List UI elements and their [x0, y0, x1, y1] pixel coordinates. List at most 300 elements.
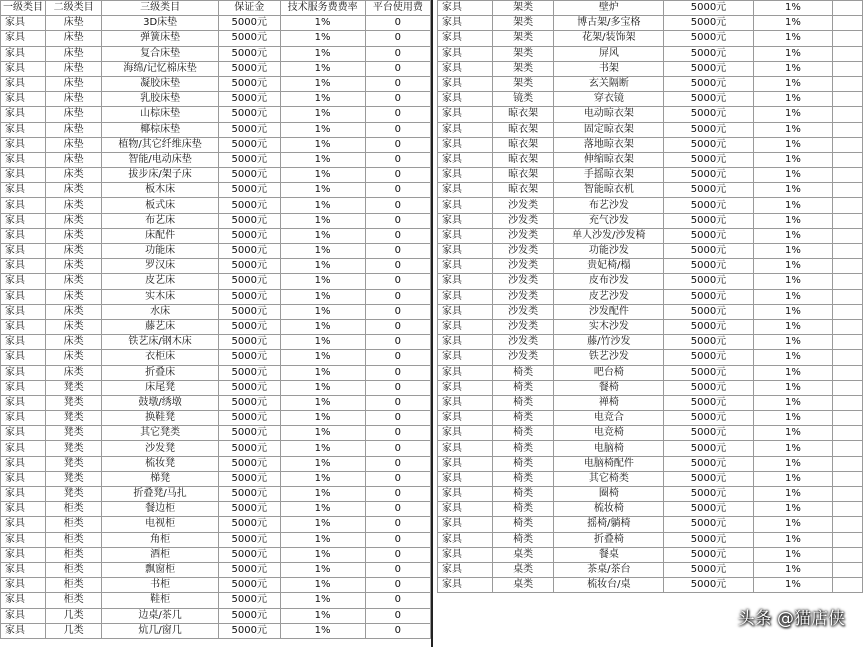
table-cell: 柜类 [46, 502, 102, 517]
table-cell: 1% [280, 502, 365, 517]
table-cell [833, 31, 863, 46]
table-cell [833, 426, 863, 441]
table-cell: 衣柜床 [102, 350, 219, 365]
table-cell: 1% [280, 76, 365, 91]
table-cell [833, 517, 863, 532]
table-cell: 实木床 [102, 289, 219, 304]
table-cell: 5000元 [219, 198, 280, 213]
table-cell: 1% [280, 319, 365, 334]
table-cell: 家具 [438, 213, 493, 228]
table-cell: 桌类 [492, 547, 554, 562]
table-cell: 5000元 [664, 228, 754, 243]
table-row [1, 304, 431, 319]
table-cell: 家具 [1, 213, 46, 228]
table-cell [833, 365, 863, 380]
table-cell: 功能沙发 [554, 244, 664, 259]
table-cell [833, 578, 863, 593]
table-cell [833, 441, 863, 456]
table-row [438, 244, 863, 259]
table-cell: 5000元 [664, 319, 754, 334]
table-cell: 床类 [46, 335, 102, 350]
table-cell: 柜类 [46, 578, 102, 593]
table-cell: 鞋柜 [102, 593, 219, 608]
table-cell: 1% [753, 61, 832, 76]
table-cell: 柜类 [46, 562, 102, 577]
table-row [1, 562, 431, 577]
table-cell: 家具 [438, 502, 493, 517]
table-cell: 1% [280, 365, 365, 380]
table-cell: 家具 [1, 183, 46, 198]
table-cell: 5000元 [219, 289, 280, 304]
header-level1: 一级类目 [1, 1, 46, 16]
table-cell: 床垫 [46, 137, 102, 152]
table-cell: 1% [753, 31, 832, 46]
table-cell: 玄关隔断 [554, 76, 664, 91]
table-cell: 1% [280, 411, 365, 426]
table-row [438, 578, 863, 593]
table-cell: 床类 [46, 213, 102, 228]
table-row [438, 61, 863, 76]
table-cell: 家具 [1, 16, 46, 31]
table-cell: 5000元 [664, 168, 754, 183]
table-row [438, 168, 863, 183]
table-cell: 床垫 [46, 107, 102, 122]
table-cell: 0 [365, 16, 430, 31]
table-cell: 5000元 [664, 31, 754, 46]
table-cell: 穿衣镜 [554, 92, 664, 107]
table-cell: 家具 [438, 380, 493, 395]
table-cell: 1% [280, 107, 365, 122]
table-cell: 花架/装饰架 [554, 31, 664, 46]
table-cell: 边桌/茶几 [102, 608, 219, 623]
table-cell [833, 274, 863, 289]
table-row [1, 183, 431, 198]
table-cell: 家具 [438, 411, 493, 426]
table-cell: 书架 [554, 61, 664, 76]
table-cell: 1% [753, 259, 832, 274]
table-cell: 1% [280, 547, 365, 562]
table-cell: 家具 [438, 426, 493, 441]
table-cell: 5000元 [664, 395, 754, 410]
table-cell: 梳妆椅 [554, 502, 664, 517]
table-row [438, 198, 863, 213]
table-cell: 1% [753, 137, 832, 152]
table-cell: 几类 [46, 623, 102, 638]
table-cell: 0 [365, 578, 430, 593]
table-row [438, 547, 863, 562]
table-cell: 沙发类 [492, 198, 554, 213]
table-cell: 架类 [492, 61, 554, 76]
table-cell: 家具 [1, 365, 46, 380]
table-cell: 1% [753, 532, 832, 547]
table-cell: 固定晾衣架 [554, 122, 664, 137]
table-cell: 5000元 [664, 61, 754, 76]
table-cell: 0 [365, 623, 430, 638]
table-cell: 折叠床 [102, 365, 219, 380]
table-cell: 桌类 [492, 562, 554, 577]
table-cell: 5000元 [219, 411, 280, 426]
table-cell: 1% [280, 532, 365, 547]
table-cell: 1% [753, 198, 832, 213]
right-spreadsheet [437, 0, 863, 647]
table-cell: 5000元 [664, 137, 754, 152]
table-cell: 1% [280, 578, 365, 593]
table-row [438, 532, 863, 547]
table-row [1, 532, 431, 547]
table-cell: 椅类 [492, 456, 554, 471]
table-cell [833, 92, 863, 107]
table-cell: 布艺沙发 [554, 198, 664, 213]
table-cell: 家具 [438, 274, 493, 289]
table-cell: 1% [280, 471, 365, 486]
table-cell: 柜类 [46, 593, 102, 608]
table-cell [833, 183, 863, 198]
table-cell: 5000元 [664, 578, 754, 593]
table-cell: 镜类 [492, 92, 554, 107]
table-cell: 铁艺床/钢木床 [102, 335, 219, 350]
table-cell: 5000元 [664, 213, 754, 228]
table-cell: 沙发类 [492, 289, 554, 304]
table-cell: 家具 [438, 547, 493, 562]
table-cell: 电竞椅 [554, 426, 664, 441]
table-cell: 床类 [46, 244, 102, 259]
table-cell: 5000元 [219, 395, 280, 410]
table-row [1, 137, 431, 152]
table-cell: 换鞋凳 [102, 411, 219, 426]
table-cell: 柜类 [46, 517, 102, 532]
table-cell: 1% [753, 92, 832, 107]
table-cell: 床配件 [102, 228, 219, 243]
table-cell: 桌类 [492, 578, 554, 593]
table-cell [833, 547, 863, 562]
table-cell [833, 76, 863, 91]
table-row [1, 92, 431, 107]
table-cell: 1% [280, 304, 365, 319]
table-cell: 家具 [1, 562, 46, 577]
table-cell: 摇椅/躺椅 [554, 517, 664, 532]
table-cell: 5000元 [219, 623, 280, 638]
table-cell: 沙发类 [492, 244, 554, 259]
table-cell: 家具 [1, 92, 46, 107]
table-cell: 5000元 [664, 532, 754, 547]
table-cell: 餐桌 [554, 547, 664, 562]
header-platform-fee: 平台使用费 [365, 1, 430, 16]
table-cell [833, 244, 863, 259]
table-cell: 家具 [438, 441, 493, 456]
table-row [438, 441, 863, 456]
table-cell: 板式床 [102, 198, 219, 213]
table-cell: 5000元 [664, 289, 754, 304]
table-cell: 0 [365, 487, 430, 502]
table-cell: 凳类 [46, 441, 102, 456]
table-cell: 其它椅类 [554, 471, 664, 486]
table-row [438, 380, 863, 395]
table-cell: 禅椅 [554, 395, 664, 410]
table-cell: 其它凳类 [102, 426, 219, 441]
table-cell: 5000元 [219, 122, 280, 137]
table-row [1, 335, 431, 350]
table-cell: 家具 [1, 31, 46, 46]
table-cell: 0 [365, 168, 430, 183]
table-cell: 5000元 [664, 411, 754, 426]
table-cell: 1% [280, 395, 365, 410]
table-cell: 5000元 [664, 244, 754, 259]
table-row [1, 547, 431, 562]
table-cell: 5000元 [219, 365, 280, 380]
table-cell: 沙发类 [492, 228, 554, 243]
table-cell: 1% [280, 61, 365, 76]
table-cell: 5000元 [664, 487, 754, 502]
table-row [1, 502, 431, 517]
table-cell: 伸缩晾衣架 [554, 152, 664, 167]
table-cell: 1% [280, 380, 365, 395]
table-row [438, 228, 863, 243]
table-cell: 家具 [438, 46, 493, 61]
table-cell: 凳类 [46, 411, 102, 426]
table-cell: 椅类 [492, 365, 554, 380]
table-cell: 凳类 [46, 456, 102, 471]
table-cell: 5000元 [219, 168, 280, 183]
table-cell [833, 46, 863, 61]
table-cell: 1% [280, 456, 365, 471]
table-row [1, 122, 431, 137]
table-cell: 贵妃椅/榻 [554, 259, 664, 274]
table-cell: 家具 [438, 335, 493, 350]
table-cell: 0 [365, 350, 430, 365]
table-cell [833, 213, 863, 228]
table-row [438, 31, 863, 46]
table-cell: 5000元 [219, 244, 280, 259]
table-row [438, 350, 863, 365]
table-row [1, 380, 431, 395]
table-cell: 5000元 [219, 456, 280, 471]
table-cell: 家具 [1, 517, 46, 532]
table-cell: 家具 [438, 92, 493, 107]
table-cell: 1% [280, 183, 365, 198]
table-cell: 0 [365, 411, 430, 426]
table-cell: 5000元 [219, 593, 280, 608]
table-cell: 5000元 [664, 441, 754, 456]
table-cell: 家具 [438, 319, 493, 334]
table-cell: 5000元 [664, 304, 754, 319]
table-row [1, 244, 431, 259]
table-cell: 茶桌/茶台 [554, 562, 664, 577]
table-cell: 0 [365, 532, 430, 547]
table-cell: 家具 [438, 107, 493, 122]
table-cell [833, 198, 863, 213]
table-row [438, 289, 863, 304]
table-row [1, 471, 431, 486]
table-cell: 家具 [438, 471, 493, 486]
table-cell: 椅类 [492, 426, 554, 441]
table-row [1, 228, 431, 243]
table-cell: 1% [753, 502, 832, 517]
table-cell: 电动晾衣架 [554, 107, 664, 122]
table-row [438, 502, 863, 517]
table-row [1, 350, 431, 365]
table-row [438, 335, 863, 350]
table-cell: 电视柜 [102, 517, 219, 532]
table-cell: 1% [280, 517, 365, 532]
table-cell: 梯凳 [102, 471, 219, 486]
table-cell: 5000元 [219, 578, 280, 593]
table-cell: 1% [280, 168, 365, 183]
table-cell: 0 [365, 395, 430, 410]
header-level2: 二级类目 [46, 1, 102, 16]
table-cell: 1% [280, 562, 365, 577]
table-cell: 架类 [492, 1, 554, 16]
table-row [1, 578, 431, 593]
table-cell: 1% [753, 289, 832, 304]
table-cell [833, 122, 863, 137]
table-cell: 床垫 [46, 16, 102, 31]
table-cell: 1% [753, 562, 832, 577]
table-cell: 0 [365, 365, 430, 380]
table-cell: 1% [280, 31, 365, 46]
table-cell: 家具 [1, 122, 46, 137]
table-cell: 1% [753, 16, 832, 31]
table-row [1, 623, 431, 638]
table-row [1, 411, 431, 426]
table-cell: 架类 [492, 31, 554, 46]
table-cell: 0 [365, 426, 430, 441]
table-row [438, 395, 863, 410]
table-cell [833, 380, 863, 395]
table-row [438, 365, 863, 380]
table-cell: 0 [365, 76, 430, 91]
table-cell: 家具 [1, 578, 46, 593]
table-cell: 床垫 [46, 46, 102, 61]
table-cell: 1% [280, 46, 365, 61]
table-cell: 5000元 [219, 487, 280, 502]
table-cell [833, 532, 863, 547]
table-row [1, 31, 431, 46]
table-cell: 1% [753, 46, 832, 61]
table-cell: 5000元 [664, 380, 754, 395]
table-cell: 家具 [1, 259, 46, 274]
table-cell: 角柜 [102, 532, 219, 547]
table-cell: 家具 [438, 517, 493, 532]
table-row [438, 304, 863, 319]
table-cell: 水床 [102, 304, 219, 319]
header-deposit: 保证金 [219, 1, 280, 16]
table-cell: 家具 [1, 46, 46, 61]
table-cell: 家具 [1, 411, 46, 426]
table-row [1, 456, 431, 471]
table-cell: 椅类 [492, 411, 554, 426]
table-cell: 罗汉床 [102, 259, 219, 274]
table-cell: 床垫 [46, 152, 102, 167]
table-cell: 5000元 [219, 107, 280, 122]
table-cell: 5000元 [664, 365, 754, 380]
table-cell: 家具 [1, 274, 46, 289]
table-row [438, 562, 863, 577]
table-cell: 1% [280, 244, 365, 259]
table-cell: 皮艺床 [102, 274, 219, 289]
table-cell: 5000元 [664, 198, 754, 213]
table-cell: 0 [365, 335, 430, 350]
table-cell: 5000元 [664, 183, 754, 198]
table-cell: 板木床 [102, 183, 219, 198]
table-cell [833, 61, 863, 76]
table-cell: 家具 [1, 623, 46, 638]
table-cell: 5000元 [219, 76, 280, 91]
table-cell: 家具 [1, 335, 46, 350]
table-cell: 沙发类 [492, 274, 554, 289]
table-cell: 沙发配件 [554, 304, 664, 319]
table-cell: 5000元 [219, 517, 280, 532]
table-cell: 家具 [1, 502, 46, 517]
header-row [1, 1, 431, 16]
table-cell: 晾衣架 [492, 137, 554, 152]
table-cell: 圈椅 [554, 487, 664, 502]
table-cell: 家具 [438, 16, 493, 31]
table-cell: 床垫 [46, 76, 102, 91]
table-cell [833, 137, 863, 152]
table-cell: 椅类 [492, 532, 554, 547]
table-cell: 0 [365, 547, 430, 562]
table-cell: 5000元 [664, 107, 754, 122]
table-cell: 充气沙发 [554, 213, 664, 228]
table-cell: 家具 [1, 441, 46, 456]
table-cell: 0 [365, 259, 430, 274]
table-cell: 床类 [46, 259, 102, 274]
table-cell: 0 [365, 562, 430, 577]
table-cell: 0 [365, 46, 430, 61]
table-cell: 餐椅 [554, 380, 664, 395]
table-row [438, 274, 863, 289]
table-row [438, 183, 863, 198]
table-cell: 椅类 [492, 517, 554, 532]
table-row [438, 1, 863, 16]
table-cell: 0 [365, 289, 430, 304]
table-cell: 床类 [46, 183, 102, 198]
table-cell [833, 395, 863, 410]
table-cell: 0 [365, 198, 430, 213]
table-cell: 家具 [438, 228, 493, 243]
table-cell: 5000元 [219, 335, 280, 350]
table-cell: 5000元 [664, 46, 754, 61]
table-row [438, 46, 863, 61]
table-cell: 凳类 [46, 380, 102, 395]
table-cell: 架类 [492, 16, 554, 31]
table-cell: 折叠椅 [554, 532, 664, 547]
table-cell: 功能床 [102, 244, 219, 259]
table-cell: 家具 [1, 76, 46, 91]
table-cell: 床垫 [46, 31, 102, 46]
table-cell: 1% [753, 107, 832, 122]
table-cell: 5000元 [219, 532, 280, 547]
table-cell: 拔步床/架子床 [102, 168, 219, 183]
table-cell [833, 411, 863, 426]
table-cell [833, 471, 863, 486]
table-cell: 架类 [492, 46, 554, 61]
table-cell: 0 [365, 304, 430, 319]
table-cell: 家具 [438, 168, 493, 183]
table-cell: 5000元 [664, 76, 754, 91]
table-row [438, 259, 863, 274]
table-cell: 1% [280, 335, 365, 350]
header-level3: 三级类目 [102, 1, 219, 16]
table-row [438, 517, 863, 532]
table-cell: 电竞合 [554, 411, 664, 426]
table-cell: 晾衣架 [492, 107, 554, 122]
table-cell: 1% [753, 395, 832, 410]
table-cell: 1% [280, 487, 365, 502]
table-cell: 柜类 [46, 547, 102, 562]
table-cell: 1% [753, 274, 832, 289]
table-cell: 椅类 [492, 487, 554, 502]
